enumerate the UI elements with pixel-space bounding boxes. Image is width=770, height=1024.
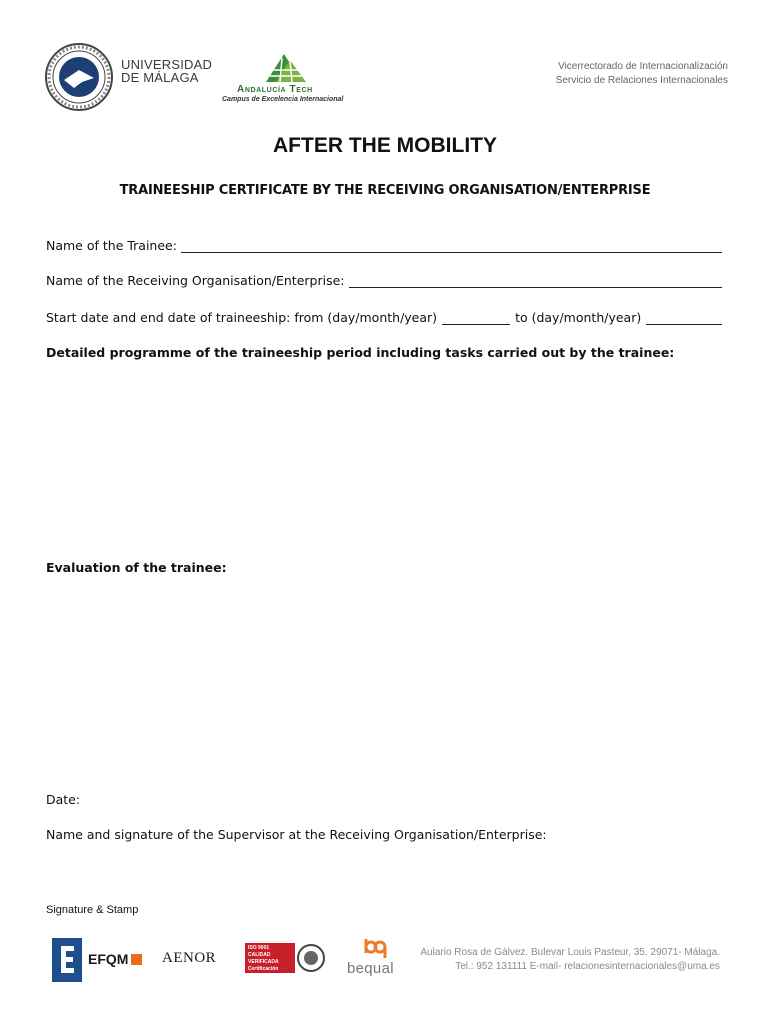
page-title: AFTER THE MOBILITY (273, 134, 497, 157)
address-line-1: Aulario Rosa de Gálvez. Bulevar Louis Pasteur, 35. 29071- Málaga. (420, 947, 720, 958)
page-subtitle: TRAINEESHIP CERTIFICATE BY THE RECEIVING ORGANISATION/ENTERPRISE (119, 183, 651, 198)
dates-to-label: to (day/month/year) (515, 310, 642, 325)
university-line-1: UNIVERSIDAD (121, 57, 213, 72)
aenor-text: AENOR (162, 950, 217, 966)
efqm-e-logo (52, 938, 82, 982)
trainee-name-field (46, 238, 722, 253)
andalucia-tech-logo (262, 52, 308, 84)
end-date-line[interactable] (646, 312, 722, 325)
dates-from-label: Start date and end date of traineeship: from (day/month/year) (46, 310, 438, 325)
university-line-2: DE MÁLAGA (121, 70, 199, 85)
evaluation-heading: Evaluation of the trainee: (46, 560, 227, 575)
cert-line-2: CALIDAD VERIFICADA (248, 952, 279, 965)
efqm-logo (88, 951, 142, 967)
andalucia-tech-name: Andalucía Tech (237, 84, 313, 95)
address-line-2: Tel.: 952 131111 E-mail- relacionesinternacionales@uma.es (455, 961, 720, 972)
bequal-text: bequal (347, 960, 394, 977)
trainee-name-line[interactable] (181, 240, 722, 253)
quality-cert-badge (245, 943, 295, 973)
footer-address (420, 946, 720, 974)
start-date-line[interactable] (442, 312, 510, 325)
uma-seal-logo (44, 42, 114, 112)
university-name (121, 58, 212, 84)
evaluation-area[interactable] (46, 580, 722, 780)
efqm-text: EFQM (88, 951, 129, 967)
organisation-name-line[interactable] (349, 275, 723, 288)
campus-tagline: Campus de Excelencia Internacional (222, 96, 344, 103)
cert-line-3: Certificación (248, 966, 279, 972)
signature-stamp-label: Signature & Stamp (46, 904, 139, 916)
organisation-name-field (46, 273, 722, 288)
supervisor-label: Name and signature of the Supervisor at the Receiving Organisation/Enterprise: (46, 827, 547, 842)
vice-line-2: Servicio de Relaciones Internacionales (555, 75, 728, 86)
date-label: Date: (46, 792, 81, 807)
cert-line-1: ISO 9001 (248, 945, 270, 951)
programme-heading: Detailed programme of the traineeship period including tasks carried out by the trainee: (46, 345, 675, 360)
efqm-orange-square (131, 954, 142, 965)
organisation-name-label: Name of the Receiving Organisation/Enterprise: (46, 273, 345, 288)
programme-area[interactable] (46, 365, 722, 550)
trainee-name-label: Name of the Trainee: (46, 238, 177, 253)
bequal-mark-icon (362, 937, 388, 959)
vice-line-1: Vicerrectorado de Internacionalización (558, 61, 728, 72)
certification-seal-icon (296, 943, 326, 973)
traineeship-dates-field (46, 310, 722, 325)
vicerrectorado-block (556, 60, 728, 88)
